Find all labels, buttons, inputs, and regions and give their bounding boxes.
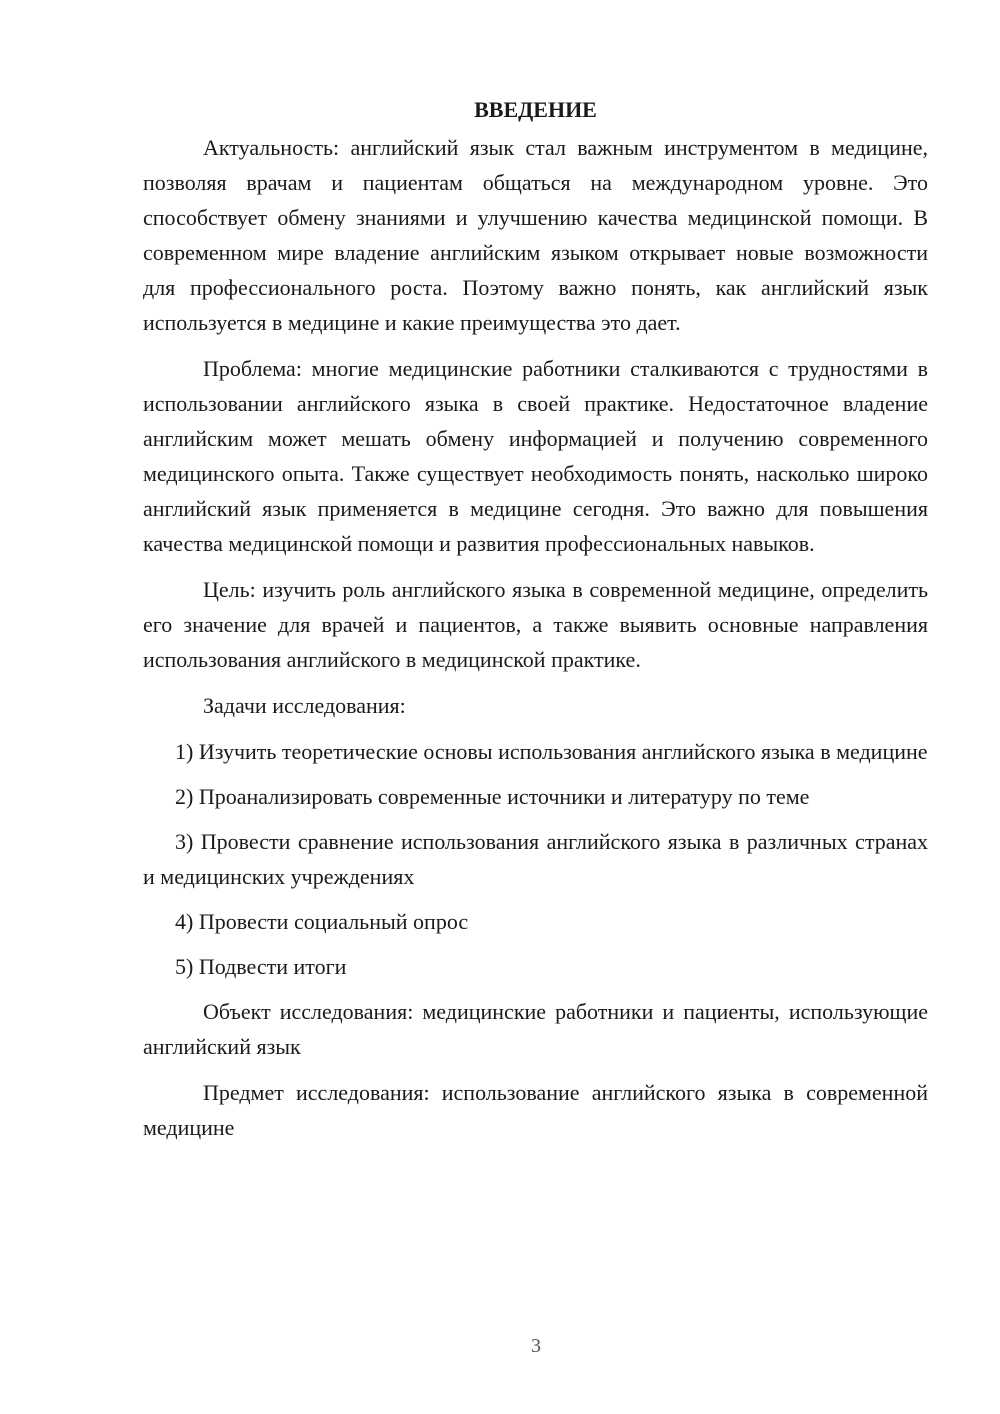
subject-paragraph: Предмет исследования: использование английского языка в современной медицине xyxy=(143,1080,928,1140)
task-item: 4) Провести социальный опрос xyxy=(175,909,469,934)
tasks-title: Задачи исследования: xyxy=(203,693,406,718)
relevance-paragraph: Актуальность: английский язык стал важным инструментом в медицине, позволяя врачам и пациентам общаться на международном уровне. Это способствует обмену знаниями и улучшению качества медицинской помощи. В современном мире владение английским языком открывает новые возможности для профессионального роста. Поэтому важно понять, как английский язык используется в медицине и какие преимущества это дает. xyxy=(143,135,928,335)
object-paragraph: Объект исследования: медицинские работники и пациенты, использующие английский язык xyxy=(143,999,928,1059)
page-content xyxy=(143,94,928,1156)
task-item: 1) Изучить теоретические основы использования английского языка в медицине xyxy=(175,739,928,764)
goal-paragraph: Цель: изучить роль английского языка в современной медицине, определить его значение для врачей и пациентов, а также выявить основные направления использования английского в медицинской практике. xyxy=(143,577,928,672)
task-item: 2) Проанализировать современные источники и литературу по теме xyxy=(175,784,810,809)
task-item: 5) Подвести итоги xyxy=(175,954,347,979)
problem-paragraph: Проблема: многие медицинские работники сталкиваются с трудностями в использовании английского языка в своей практике. Недостаточное владение английским может мешать обмену информацией и получению современного медицинского опыта. Также существует необходимость понять, насколько широко английский язык применяется в медицине сегодня. Это важно для повышения качества медицинской помощи и развития профессиональных навыков. xyxy=(143,356,928,556)
task-item: 3) Провести сравнение использования английского языка в различных странах и медицинских учреждениях xyxy=(143,829,928,889)
section-heading: ВВЕДЕНИЕ xyxy=(474,97,597,122)
page-number: 3 xyxy=(531,1335,541,1357)
